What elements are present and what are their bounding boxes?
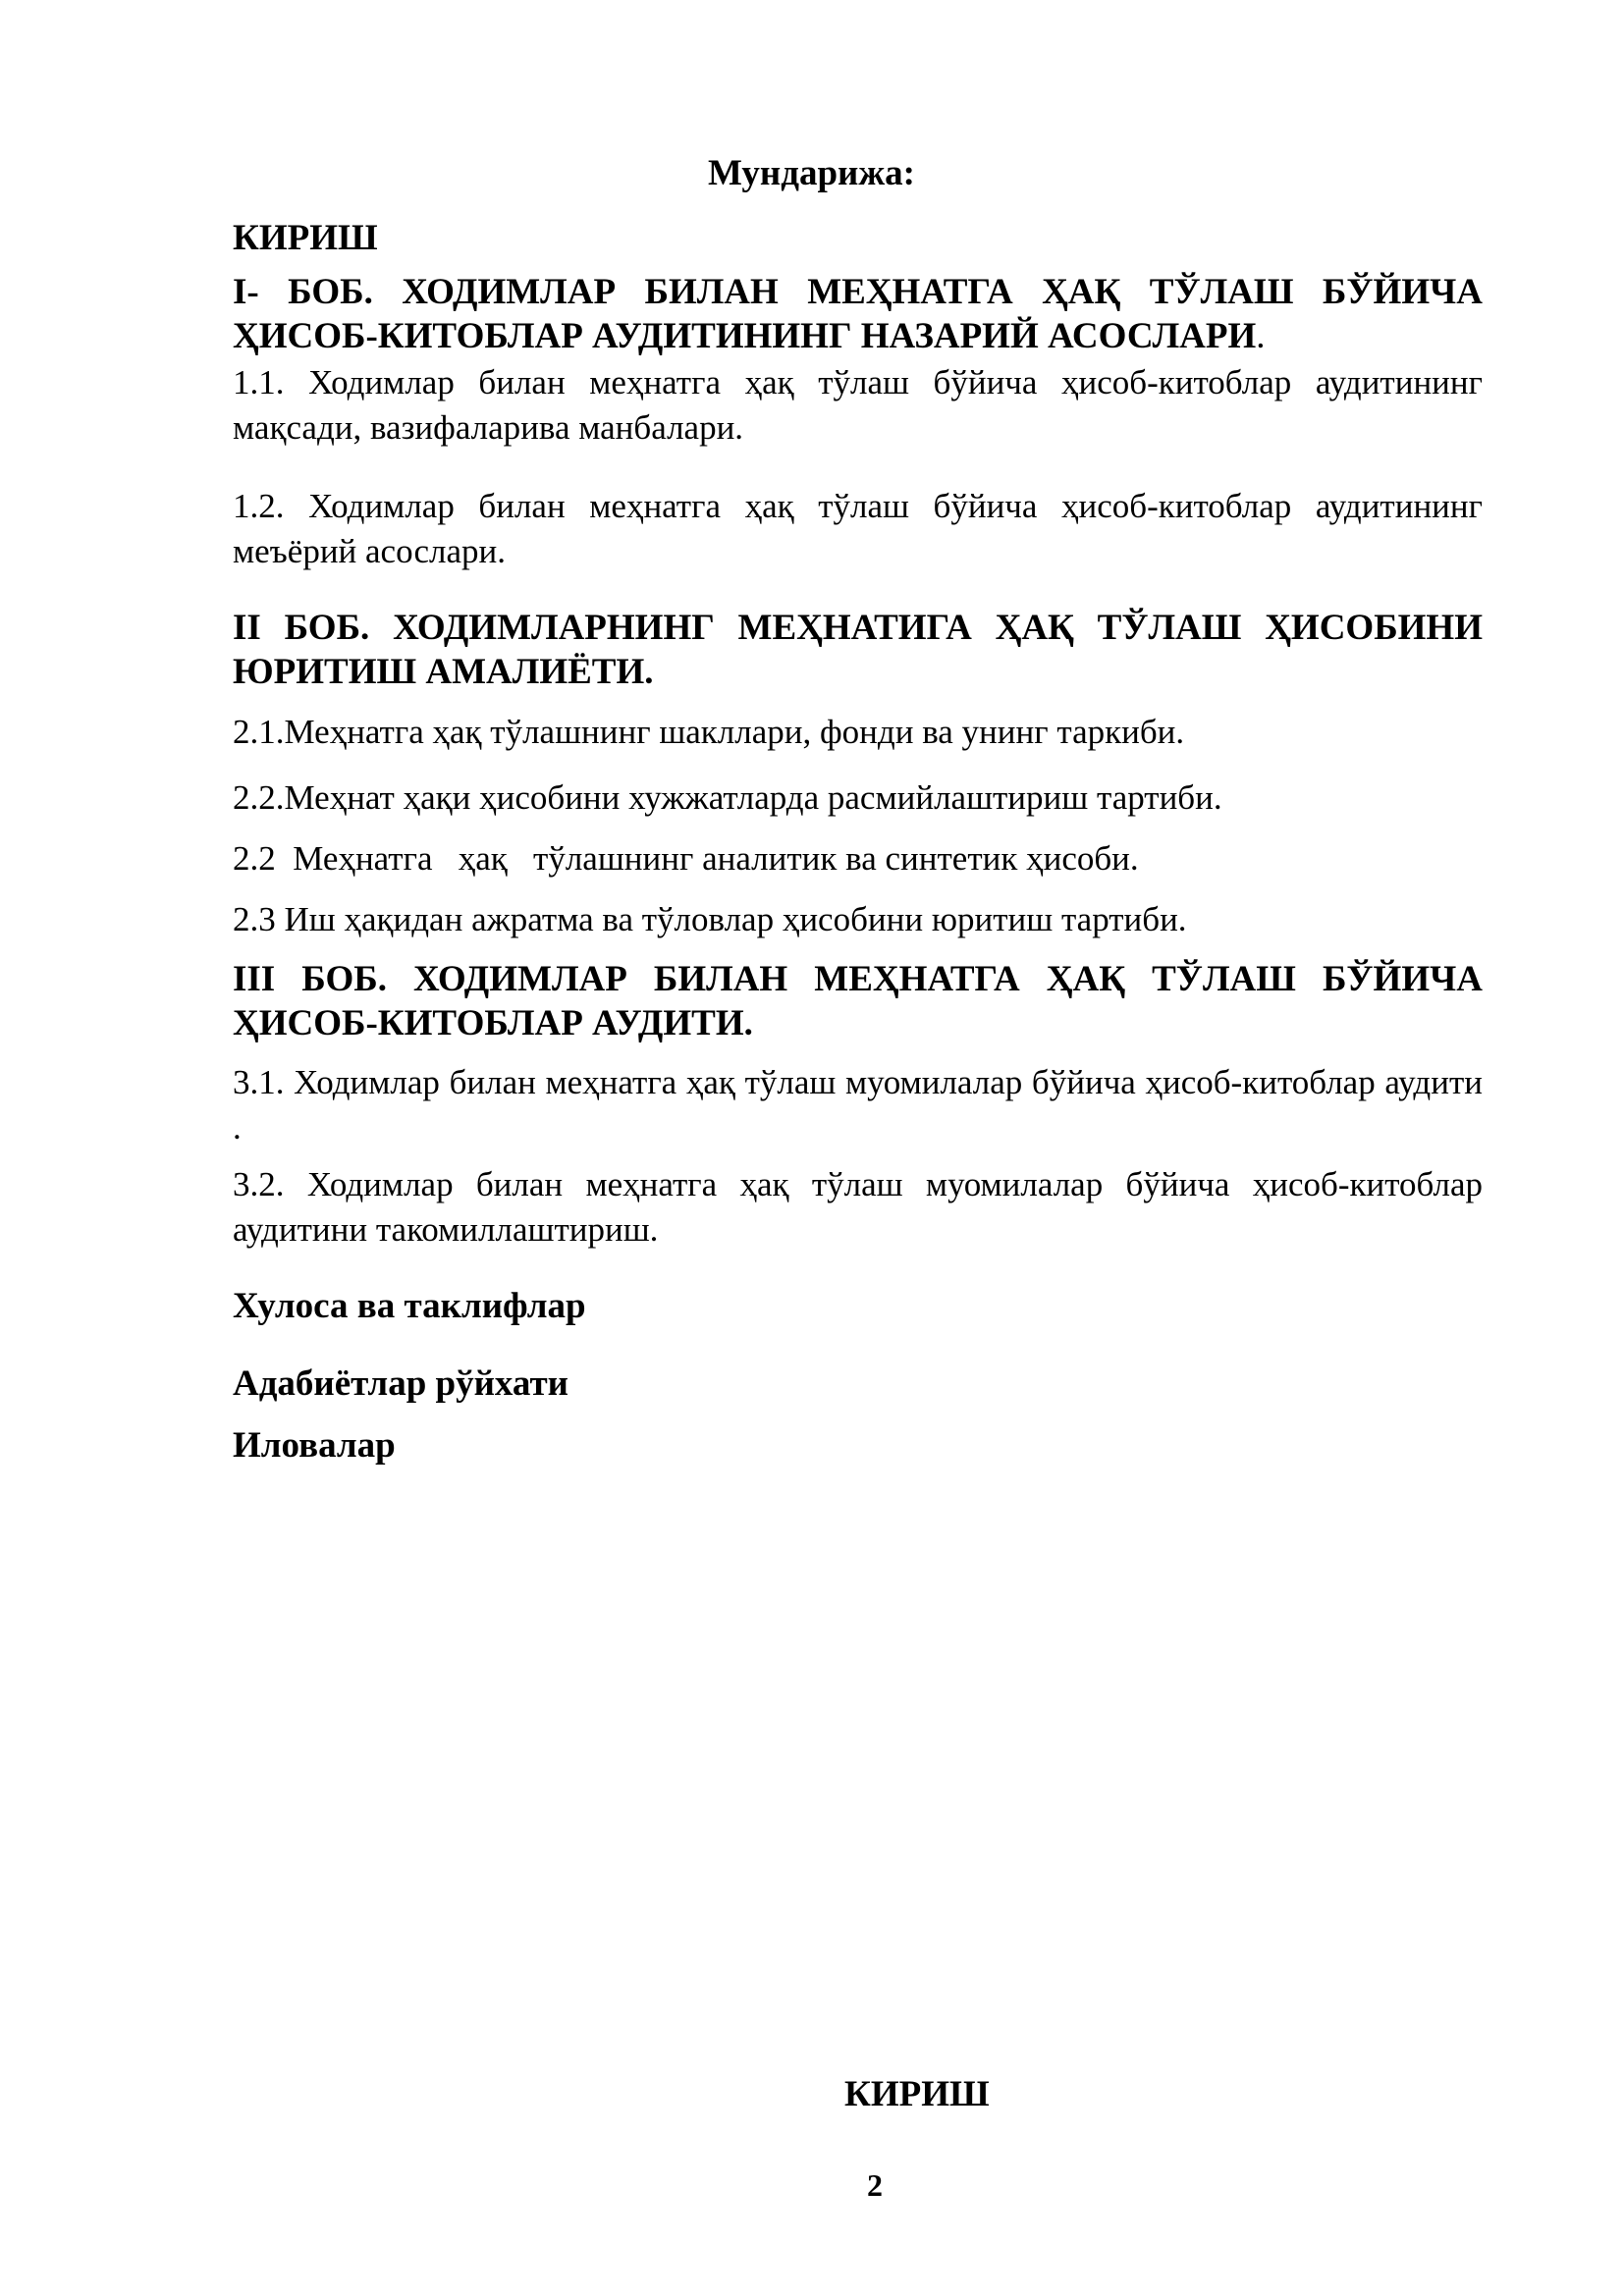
section-2-2: 2.2.Меҳнат ҳақи ҳисобини хужжатларда расмийлаштириш тартиби. xyxy=(233,778,1222,817)
toc-intro: КИРИШ xyxy=(233,218,378,258)
chapter1-heading xyxy=(233,270,1483,358)
section-3-2: 3.2. Ходимлар билан меҳнатга ҳақ тўлаш муомилалар бўйича ҳисоб-китоблар аудитини такомиллаштириш. xyxy=(233,1165,1483,1249)
section-1-2: 1.2. Ходимлар билан меҳнатга ҳақ тўлаш бўйича ҳисоб-китоблар аудитининг меъёрий асослари. xyxy=(233,487,1483,570)
section-2-3: 2.3 Иш ҳақидан ажратма ва тўловлар ҳисобини юритиш тартиби. xyxy=(233,900,1187,938)
chapter1-heading-text: I- БОБ. ХОДИМЛАР БИЛАН МЕҲНАТГА ҲАҚ ТЎЛАШ БЎЙИЧА ҲИСОБ-КИТОБЛАР АУДИТИНИНГ НАЗАРИЙ АСОСЛАРИ xyxy=(233,272,1483,356)
section-1-1: 1.1. Ходимлар билан меҳнатга ҳақ тўлаш бўйича ҳисоб-китоблар аудитининг мақсади, вазифаларива манбалари. xyxy=(233,363,1483,447)
next-section-heading: КИРИШ xyxy=(844,2074,990,2114)
toc-conclusion: Хулоса ва таклифлар xyxy=(233,1286,586,1326)
chapter2-heading: II БОБ. ХОДИМЛАРНИНГ МЕҲНАТИГА ҲАҚ ТЎЛАШ ҲИСОБИНИ ЮРИТИШ АМАЛИЁТИ. xyxy=(233,608,1483,692)
toc-title: Мундарижа: xyxy=(707,153,915,193)
toc-appendices: Иловалар xyxy=(233,1425,396,1466)
page-number: 2 xyxy=(867,2167,883,2203)
chapter1-heading-tail: . xyxy=(1256,316,1266,356)
section-2-2b: 2.2 Меҳнатга ҳақ тўлашнинг аналитик ва синтетик ҳисоби. xyxy=(233,839,1139,878)
section-2-1: 2.1.Меҳнатга ҳақ тўлашнинг шакллари, фонди ва унинг таркиби. xyxy=(233,713,1185,751)
section-3-1: 3.1. Ходимлар билан меҳнатга ҳақ тўлаш муомилалар бўйича ҳисоб-китоблар аудити . xyxy=(233,1063,1483,1147)
toc-references: Адабиётлар рўйхати xyxy=(233,1363,568,1404)
chapter3-heading: III БОБ. ХОДИМЛАР БИЛАН МЕҲНАТГА ҲАҚ ТЎЛАШ БЎЙИЧА ҲИСОБ-КИТОБЛАР АУДИТИ. xyxy=(233,959,1483,1043)
